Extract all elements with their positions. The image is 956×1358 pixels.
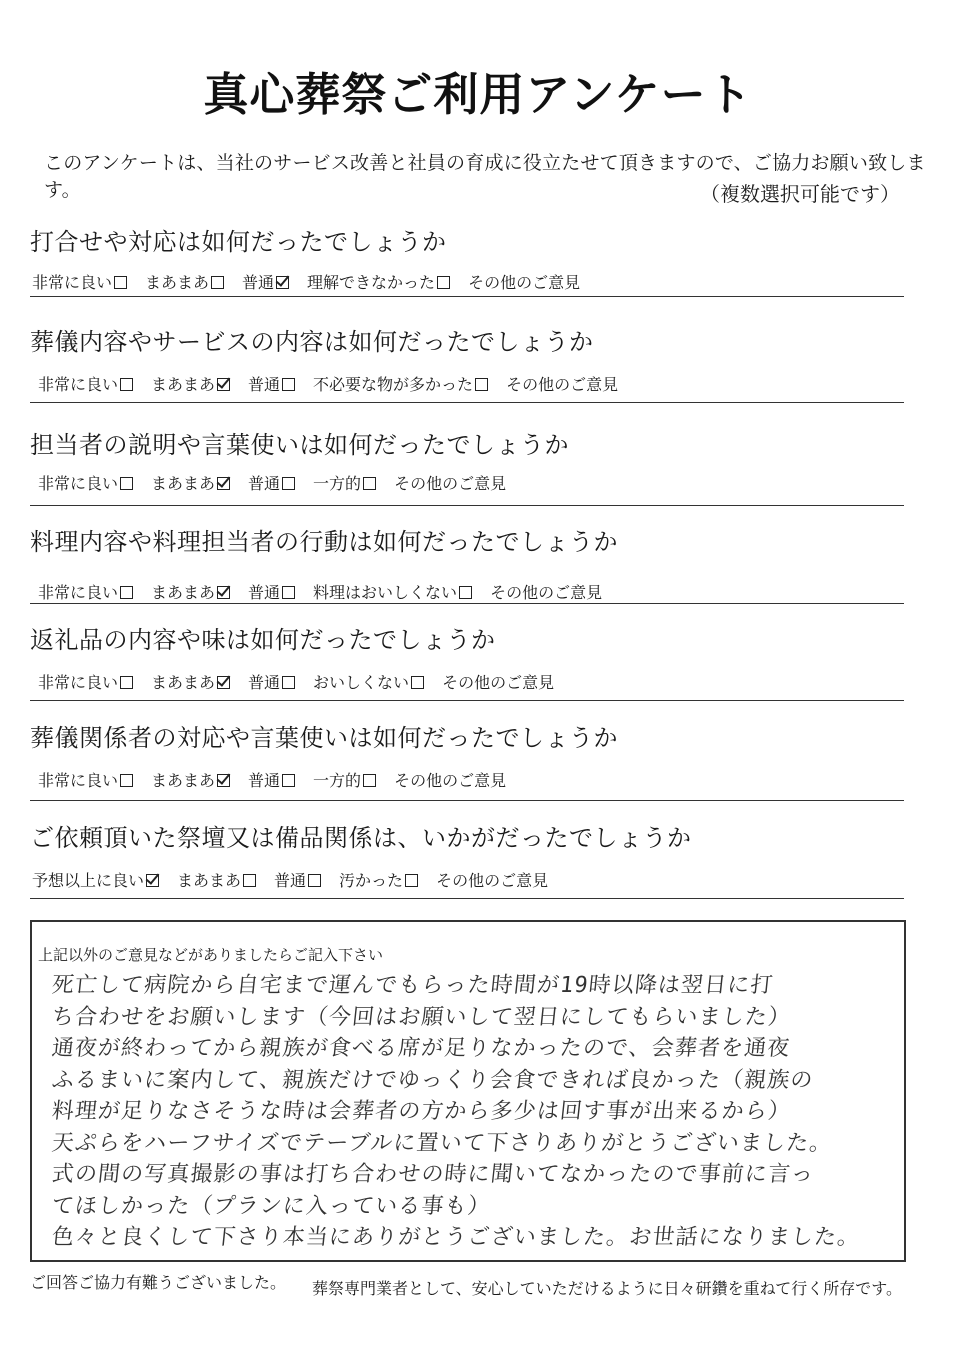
- checkbox[interactable]: [120, 676, 133, 689]
- option-label: 普通: [248, 771, 281, 790]
- option-label: 一方的: [313, 771, 362, 790]
- checked-checkbox[interactable]: [217, 774, 230, 787]
- option-item[interactable]: [32, 270, 127, 293]
- option-item[interactable]: [38, 580, 133, 603]
- option-label: まあまあ: [151, 583, 216, 602]
- option-item[interactable]: [313, 768, 376, 791]
- question-text: ご依頼頂いた祭壇又は備品関係は、いかがだったでしょうか: [30, 824, 692, 852]
- option-item[interactable]: [339, 868, 418, 891]
- checkbox[interactable]: [120, 586, 133, 599]
- handwritten-line: ふるまいに案内して、親族だけでゆっくり会食できれば良かった（親族の: [50, 1067, 815, 1093]
- handwritten-line: 死亡して病院から自宅まで運んでもらった時間が19時以降は翌日に打: [50, 973, 775, 998]
- option-label: まあまあ: [151, 375, 216, 394]
- checkbox[interactable]: [282, 774, 295, 787]
- option-label: まあまあ: [145, 273, 210, 292]
- checkbox[interactable]: [405, 874, 418, 887]
- question-text: 料理内容や料理担当者の行動は如何だったでしょうか: [30, 528, 618, 556]
- checkbox[interactable]: [211, 276, 224, 289]
- checked-checkbox[interactable]: [217, 378, 230, 391]
- checked-checkbox[interactable]: [276, 276, 289, 289]
- option-label: 普通: [248, 375, 281, 394]
- other-comments-label: その他のご意見: [506, 375, 619, 394]
- option-label: 理解できなかった: [307, 273, 436, 292]
- checkbox[interactable]: [437, 276, 450, 289]
- option-label: 普通: [274, 871, 307, 890]
- question-text: 葬儀内容やサービスの内容は如何だったでしょうか: [30, 328, 594, 356]
- option-item[interactable]: [242, 270, 289, 293]
- option-label: 不必要な物が多かった: [313, 375, 474, 394]
- option-label: まあまあ: [151, 474, 216, 493]
- option-item[interactable]: [32, 868, 159, 891]
- checkbox[interactable]: [363, 774, 376, 787]
- intro-text: このアンケートは、当社のサービス改善と社員の育成に役立たせて頂きますので、ご協力お願い致します。: [44, 152, 926, 201]
- option-row: [38, 768, 524, 791]
- option-label: まあまあ: [151, 771, 216, 790]
- option-label: まあまあ: [177, 871, 242, 890]
- checkbox[interactable]: [243, 874, 256, 887]
- divider: [30, 898, 904, 899]
- handwritten-line: 式の間の写真撮影の事は打ち合わせの時に聞いてなかったので事前に言っ: [50, 1162, 816, 1187]
- checkbox[interactable]: [475, 378, 488, 391]
- question-2: [30, 322, 904, 394]
- question-text: 葬儀関係者の対応や言葉使いは如何だったでしょうか: [30, 724, 618, 752]
- handwritten-line: てほしかった（プランに入っている事も）: [50, 1193, 493, 1219]
- handwritten-line: 天ぷらをハーフサイズでテーブルに置いて下さりありがとうございました。: [50, 1130, 834, 1156]
- checkbox[interactable]: [411, 676, 424, 689]
- checked-checkbox[interactable]: [217, 477, 230, 490]
- checkbox[interactable]: [282, 477, 295, 490]
- option-item[interactable]: [38, 670, 133, 693]
- option-row: [32, 270, 598, 293]
- comment-label: 上記以外のご意見などがありましたらご記入下さい: [38, 946, 384, 964]
- checkbox[interactable]: [363, 477, 376, 490]
- other-comments-label: その他のご意見: [436, 871, 549, 890]
- question-5: [30, 620, 904, 692]
- thanks-text: ご回答ご協力有難うございました。: [30, 1273, 287, 1292]
- option-row: [32, 868, 566, 891]
- divider: [30, 296, 904, 297]
- option-item[interactable]: [307, 270, 450, 293]
- option-label: 非常に良い: [38, 673, 119, 692]
- option-label: 予想以上に良い: [32, 871, 145, 890]
- checkbox[interactable]: [282, 378, 295, 391]
- question-text: 打合せや対応は如何だったでしょうか: [30, 228, 447, 256]
- survey-title: 真心葬祭ご利用アンケート: [203, 68, 753, 121]
- question-7: [30, 818, 904, 890]
- divider: [30, 402, 904, 403]
- question-3: [30, 425, 904, 493]
- question-4: [30, 522, 904, 602]
- option-item[interactable]: [38, 768, 133, 791]
- checkbox[interactable]: [120, 477, 133, 490]
- option-label: 料理はおいしくない: [313, 583, 458, 602]
- option-item[interactable]: [313, 471, 376, 494]
- divider: [30, 603, 904, 604]
- option-label: 非常に良い: [38, 583, 119, 602]
- checked-checkbox[interactable]: [146, 874, 159, 887]
- option-item[interactable]: [151, 670, 230, 693]
- handwritten-line: 料理が足りなさそうな時は会葬者の方から多少は回す事が出来るから）: [50, 1099, 793, 1124]
- other-comments-label: その他のご意見: [442, 673, 555, 692]
- option-item[interactable]: [38, 372, 133, 395]
- divider: [30, 800, 904, 801]
- option-item[interactable]: [274, 868, 321, 891]
- checkbox[interactable]: [282, 586, 295, 599]
- closing-text: 葬祭専門業者として、安心していただけるように日々研鑽を重ねて行く所存です。: [311, 1279, 902, 1298]
- option-label: 汚かった: [339, 871, 404, 890]
- other-comments-label: その他のご意見: [394, 474, 507, 493]
- handwritten-line: 色々と良くして下さり本当にありがとうございました。お世話になりました。: [50, 1225, 862, 1250]
- question-text: 担当者の説明や言葉使いは如何だったでしょうか: [30, 431, 569, 459]
- option-row: [38, 372, 636, 395]
- option-label: 非常に良い: [38, 474, 119, 493]
- divider: [30, 505, 904, 506]
- option-label: 普通: [248, 673, 281, 692]
- handwritten-line: ち合わせをお願いします（今回はお願いして翌日にしてもらいました）: [50, 1004, 793, 1030]
- option-item[interactable]: [248, 768, 295, 791]
- option-label: 普通: [248, 583, 281, 602]
- option-item[interactable]: [145, 270, 224, 293]
- option-label: まあまあ: [151, 673, 216, 692]
- other-comments-label: その他のご意見: [394, 771, 507, 790]
- option-item[interactable]: [248, 580, 295, 603]
- option-label: 非常に良い: [38, 771, 119, 790]
- option-row: [38, 471, 524, 494]
- option-item[interactable]: [151, 768, 230, 791]
- question-text: 返礼品の内容や味は如何だったでしょうか: [30, 626, 496, 654]
- checked-checkbox[interactable]: [217, 586, 230, 599]
- option-row: [38, 670, 572, 693]
- checkbox[interactable]: [459, 586, 472, 599]
- checked-checkbox[interactable]: [217, 676, 230, 689]
- option-row: [38, 580, 620, 603]
- divider: [30, 700, 904, 701]
- other-comments-label: その他のご意見: [490, 583, 603, 602]
- option-item[interactable]: [151, 372, 230, 395]
- checkbox[interactable]: [120, 774, 133, 787]
- option-item[interactable]: [248, 670, 295, 693]
- option-item[interactable]: [151, 471, 230, 494]
- option-item[interactable]: [313, 580, 472, 603]
- handwritten-line: 通夜が終わってから親族が食べる席が足りなかったので、会葬者を通夜: [50, 1036, 792, 1061]
- multi-select-note: （複数選択可能です）: [700, 182, 900, 206]
- option-item[interactable]: [313, 372, 488, 395]
- option-item[interactable]: [151, 580, 230, 603]
- option-label: 非常に良い: [32, 273, 113, 292]
- option-item[interactable]: [248, 372, 295, 395]
- other-comments-label: その他のご意見: [468, 273, 581, 292]
- option-label: 非常に良い: [38, 375, 119, 394]
- comment-box[interactable]: [30, 920, 906, 1262]
- option-item[interactable]: [248, 471, 295, 494]
- question-6: [30, 718, 904, 790]
- question-1: [30, 222, 904, 292]
- option-item[interactable]: [38, 471, 133, 494]
- checkbox[interactable]: [120, 378, 133, 391]
- option-label: おいしくない: [313, 673, 410, 692]
- checkbox[interactable]: [282, 676, 295, 689]
- option-label: 普通: [242, 273, 275, 292]
- checkbox[interactable]: [114, 276, 127, 289]
- option-label: 一方的: [313, 474, 362, 493]
- checkbox[interactable]: [308, 874, 321, 887]
- option-label: 普通: [248, 474, 281, 493]
- option-item[interactable]: [177, 868, 256, 891]
- option-item[interactable]: [313, 670, 424, 693]
